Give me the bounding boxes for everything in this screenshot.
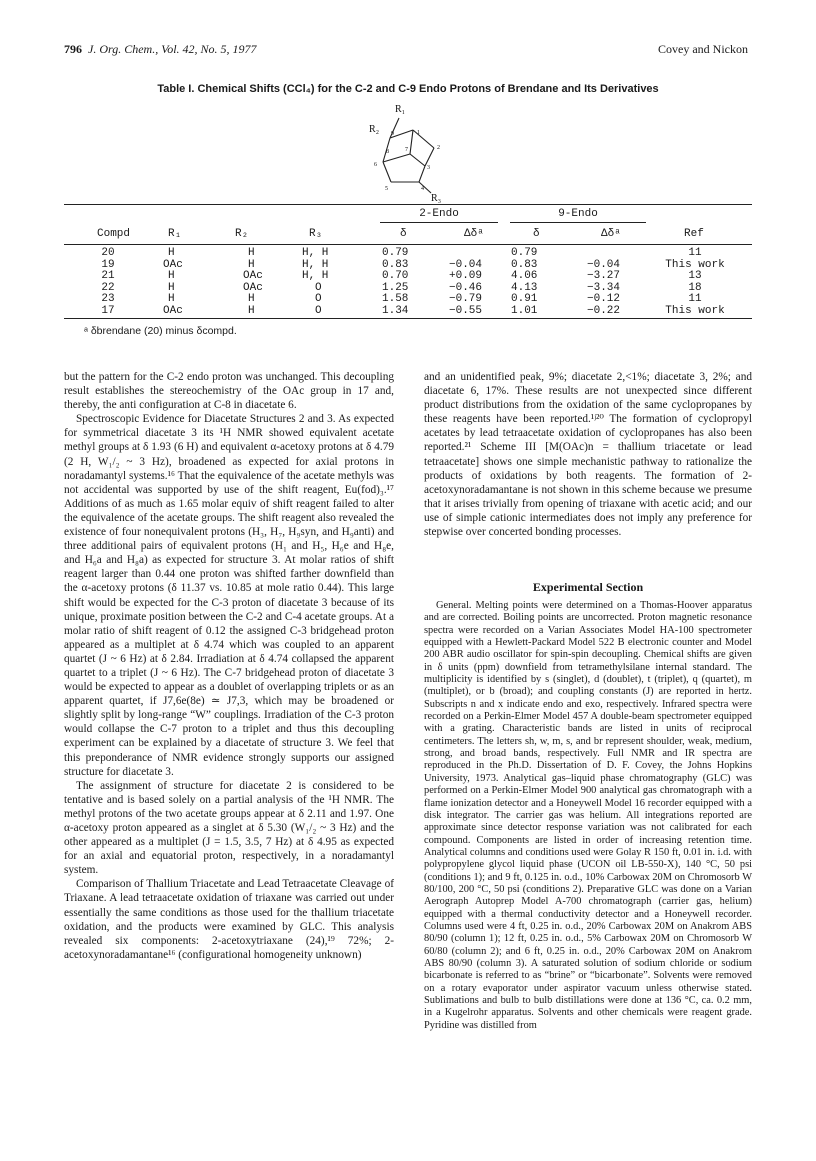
- cell-delta-9: 0.83: [511, 258, 538, 271]
- cell-compd: 20: [101, 247, 115, 259]
- cell-r2: H: [248, 258, 255, 271]
- cell-ref: This work: [665, 305, 725, 317]
- cell-ddelta-2: −0.79: [449, 293, 483, 306]
- cell-delta-2: 0.70: [382, 270, 409, 283]
- group-header-2endo: 2-Endo: [419, 208, 459, 220]
- cell-delta-2: 1.25: [382, 281, 409, 294]
- experimental-section: [424, 600, 752, 1032]
- cell-ddelta-2: −0.46: [449, 281, 483, 294]
- cell-ref: This work: [665, 258, 725, 271]
- page-number: 796: [64, 42, 82, 56]
- running-header-left: [64, 42, 257, 57]
- group-rule-9endo: [510, 222, 646, 223]
- cell-r3: O: [315, 305, 322, 317]
- paragraph-section-comparison: Comparison of Thallium Triacetate and Lead Tetraacetate Cleavage of Triaxane. A lead tetraacetate oxidation of triaxane was carried out under essentially the same conditions as those used for the thallium triacetate oxidation, and the products were examined by GLC. This analysis revealed six components: 2-acetoxytriaxane (24),¹⁹ 72%; 2-acetoxynoradamantane¹⁶ (configurational homogeneity unknown): [64, 878, 394, 961]
- left-column: [64, 370, 394, 962]
- col-header-delta-9: δ: [533, 228, 540, 240]
- cell-ref: 18: [688, 281, 702, 294]
- cell-r2: H: [248, 293, 255, 306]
- cell-r2: H: [248, 247, 255, 259]
- bond-7-3: [410, 154, 425, 166]
- paragraph: but the pattern for the C-2 endo proton was unchanged. This decoupling result establishes the stereochemistry of the OAc group in 17 and, thereby, the anti configuration at C-8 in diacetate 6.: [64, 371, 394, 412]
- bond-8-6: [383, 162, 391, 182]
- bond-1-7: [410, 130, 413, 154]
- col-header-r3: R₃: [309, 228, 323, 240]
- cell-ref: 13: [688, 270, 702, 283]
- cell-r1: OAc: [163, 258, 183, 271]
- label-n7: 7: [405, 147, 408, 153]
- cell-delta-2: 0.79: [382, 247, 409, 259]
- cell-ddelta-9: −0.22: [587, 305, 621, 317]
- label-n5: 5: [385, 186, 388, 192]
- paragraph-section-spectroscopic: Spectroscopic Evidence for Diacetate Structures 2 and 3. As expected for symmetrical diacetate 3 its ¹H NMR showed equivalent acetate methyl groups at δ 1.93 (6 H) and equivalent α-acetoxy protons at δ 4.79 (2 H, W₁/₂ ~ 3 Hz), broadened as expected for axial protons in noradamantyl systems.¹⁶ That the equivalence of the acetate methyls was not accidental was supported by use of the shift reagent, Eu(fod)₃.¹⁷ Additions of as much as 1.65 molar equiv of shift reagent failed to alter the equivalence of the acetate groups. The shift reagent also revealed the existence of four nonequivalent protons (H₃, H₇, H₉syn, and H₉anti) and three additional pairs of equivalent protons (H₁ and H₅, H₆e and H₈e, and H₆a and H₈a) as expected for structure 3. At molar ratios of shift reagent larger than 0.44 one proton was shifted farther downfield than the α-acetoxy protons (δ 11.37 vs. 10.85 at mole ratio 0.44). This large shift would be expected for the C-3 proton of diacetate 3 because of its unique, proximate position between the C-2 and C-4 acetate groups. At a molar ratio of shift reagent of 0.12 the assigned C-3 bridgehead proton appeared as a multiplet at δ 4.74 which was coupled to an apparent quartet (J ~ 6 Hz) at δ 2.84. Irradiation at δ 4.74 collapsed the apparent quartet to a triplet (J ~ 6 Hz). The C-7 bridgehead proton of diacetate 3 would be expected to appear as a doublet of overlapping triplets or as an apparent quartet, if J7,6e(8e) ≃ J7,3, which may be broadened or slightly split by long-range “W” couplings. Irradiation of the C-3 proton would collapse the C-7 proton to a triplet and thus this decoupling experiment can be explained by a diacetate of structure 3. We feel that this preponderance of NMR evidence strongly supports our assigned structure for diacetate 3.: [64, 413, 394, 778]
- col-header-compd: Compd: [97, 228, 131, 240]
- col-header-ddelta-2: Δδᵃ: [464, 228, 484, 240]
- cell-ddelta-2: −0.55: [449, 305, 483, 317]
- cell-delta-2: 0.83: [382, 258, 409, 271]
- cell-compd: 19: [101, 258, 115, 271]
- table-footnote: ᵃ δbrendane (20) minus δcompd.: [84, 325, 237, 337]
- cell-ddelta-9: −3.34: [587, 281, 621, 294]
- cell-r3: H, H: [302, 247, 329, 259]
- label-n8: 8: [386, 149, 389, 155]
- label-r1: R₁: [395, 104, 406, 115]
- cell-compd: 22: [101, 281, 115, 294]
- cell-ddelta-9: −3.27: [587, 270, 621, 283]
- cell-delta-9: 4.06: [511, 270, 538, 283]
- cell-delta-2: 1.34: [382, 305, 409, 317]
- group-header-9endo: 9-Endo: [558, 208, 598, 220]
- cell-ddelta-9: −0.04: [587, 258, 621, 271]
- cell-r2: OAc: [243, 270, 263, 283]
- cell-ddelta-9: −0.12: [587, 293, 621, 306]
- cell-r1: H: [168, 281, 175, 294]
- cell-r3: H, H: [302, 270, 329, 283]
- table-header-rule: [64, 244, 752, 245]
- cell-ref: 11: [688, 247, 702, 259]
- col-header-delta-2: δ: [400, 228, 407, 240]
- label-n2: 2: [437, 145, 440, 151]
- paragraph: The assignment of structure for diacetate 2 is considered to be tentative and is based solely on a partial analysis of the ¹H NMR. The methyl protons of the two acetate groups appear at δ 2.11 and 1.97. One α-acetoxy proton appeared as a singlet at δ 5.30 (W₁/₂ ~ 3 Hz) and the other appeared as a multiplet (J = 1.5, 3.5, 7 Hz) at δ 4.95 as expected for an axial and equatorial proton, respectively, in a noradamantyl system.: [64, 779, 394, 877]
- cell-delta-9: 4.13: [511, 281, 538, 294]
- cell-ref: 11: [688, 293, 702, 306]
- right-column: [424, 370, 752, 539]
- cell-delta-9: 0.91: [511, 293, 538, 306]
- cell-r3: H, H: [302, 258, 329, 271]
- col-header-ddelta-9: Δδᵃ: [601, 228, 621, 240]
- cell-r1: H: [168, 293, 175, 306]
- label-n1: 1: [417, 130, 420, 136]
- bond-8-7: [383, 154, 410, 162]
- cell-r1: H: [168, 247, 175, 259]
- table-caption: Table I. Chemical Shifts (CCl₄) for the C-2 and C-9 Endo Protons of Brendane and Its Derivatives: [157, 83, 659, 95]
- table-body: [0, 248, 816, 318]
- brendane-structure-diagram: [355, 100, 465, 204]
- bond-5-4: [419, 166, 425, 182]
- cell-r2: H: [248, 305, 255, 317]
- group-rule-2endo: [380, 222, 498, 223]
- paragraph: and an unidentified peak, 9%; diacetate 2,<1%; diacetate 3, 2%; and diacetate 6, 17%. These results are not unexpected since different product distributions from the oxidation of the same cyclopropanes by these reagents have been reported.¹ʲ²⁰ The formation of cyclopropyl acetates by lead tetraacetate oxidation of cyclopropanes has also been reported.²¹ Scheme III [M(OAc)n = thallium triacetate or lead tetraacetate] shows one simple mechanistic pathway to rationalize the products of oxidations by both reagents. The formation of 2-acetoxynoradamantane is not shown in this scheme because we presume that it arises trivially from opening of triaxane with acetic acid; and our use of simple cationic intermediates does not imply any preference for stepwise over concerted bonding processes.: [424, 371, 752, 539]
- cell-ddelta-2: −0.04: [449, 258, 483, 271]
- cell-compd: 17: [101, 305, 115, 317]
- label-r3: R₃: [431, 193, 442, 204]
- cell-ddelta-2: +0.09: [449, 270, 483, 283]
- cell-delta-9: 0.79: [511, 247, 538, 259]
- bond-2-3: [425, 148, 434, 166]
- table-bottom-rule: [64, 318, 752, 319]
- cell-compd: 21: [101, 270, 115, 283]
- label-n9: 9: [391, 131, 394, 137]
- col-header-r1: R₁: [168, 228, 182, 240]
- cell-r3: O: [315, 281, 322, 294]
- experimental-section-title: Experimental Section: [532, 580, 644, 594]
- cell-delta-2: 1.58: [382, 293, 409, 306]
- label-r2: R₂: [369, 124, 380, 135]
- cell-delta-9: 1.01: [511, 305, 538, 317]
- running-header-authors: Covey and Nickon: [658, 42, 748, 56]
- cell-r1: H: [168, 270, 175, 283]
- cell-r3: O: [315, 293, 322, 306]
- cell-r2: OAc: [243, 281, 263, 294]
- label-n3: 3: [427, 165, 430, 171]
- label-n6: 6: [374, 162, 377, 168]
- col-header-r2: R₂: [235, 228, 249, 240]
- cell-r1: OAc: [163, 305, 183, 317]
- table-top-rule: [64, 204, 752, 205]
- experimental-paragraph: General. Melting points were determined on a Thomas-Hoover apparatus and are corrected. Boiling points are uncorrected. Proton magnetic resonance spectra were recorded on a Varian Associates Model HA-100 spectrometer equipped with a Hewlett-Packard Model 522 B electronic counter and Model 200 ABR audio oscillator for spin-spin decoupling. Chemical shifts are given in δ units (ppm) downfield from tetramethylsilane internal standard. The multiplicity is identified by s (singlet), d (doublet), t (triplet), q (quartet), m (multiplet), or b (broad); and coupling constants (J) are reported in hertz. Subscripts n and x indicate endo and exo, respectively. Infrared spectra were recorded on a Perkin-Elmer Model 457 A double-beam spectrometer equipped with a grating. Characteristic bands are listed in units of reciprocal centimeters. The letters sh, w, m, s, and br represent shoulder, weak, medium, strong, and broad bands, respectively. Full NMR and IR spectra are reproduced in the Ph.D. Dissertation of D. F. Covey, the Johns Hopkins University, 1973. Analytical gas–liquid phase chromatography (GLC) was performed on a Perkin-Elmer Model 900 analytical gas chromatograph with a flame ionization detector and a Honeywell Model 16 recorder equipped with a disk integrator. The carrier gas was helium. All integrations reported are approximate since detector response variation was not calibrated for each compound. Components are listed in order of increasing retention time. Analytical columns and conditions used were Golay R 150 ft, 0.01 in. i.d. with polypropylene glycol liquid phase (UCON oil LB-550-X), 140 °C, 50 psi (conditions 1); and 9 ft, 0.125 in. o.d., 10% Carbowax 20M on Chromosorb W 80/100, 200 °C, 50 psi (conditions 2). Preparative GLC was done on a Varian Aerograph Autoprep Model A-700 chromatograph (carrier gas, helium) equipped with a thermal conductivity detector and a Honeywell recorder. Columns used were 4 ft, 0.25 in. o.d., 20% Carbowax 20M on Anakrom ABS 80/90 (column 1); 12 ft, 0.25 in. o.d., 5% Carbowax 20M on Chromosorb W 60/80 (column 2); and 6 ft, 0.25 in. o.d., 20% Carbowax 20M on Anakrom ABS 80/90 (column 3). A saturated solution of sodium chloride or sodium bicarbonate is referred to as “brine” or “bicarbonate”. Solvents were removed on a rotary evaporator under aspirator vacuum unless otherwise stated. Sublimations and bulb to bulb distillations were done at 136 °C, ca. 0.2 mm, in a Kugelrohr apparatus. Solvents and other chemicals were reagent grade. Pyridine was distilled from: [424, 600, 752, 1031]
- cell-compd: 23: [101, 293, 115, 306]
- label-n4: 4: [421, 186, 424, 192]
- col-header-ref: Ref: [684, 228, 704, 240]
- journal-citation: J. Org. Chem., Vol. 42, No. 5, 1977: [88, 42, 257, 56]
